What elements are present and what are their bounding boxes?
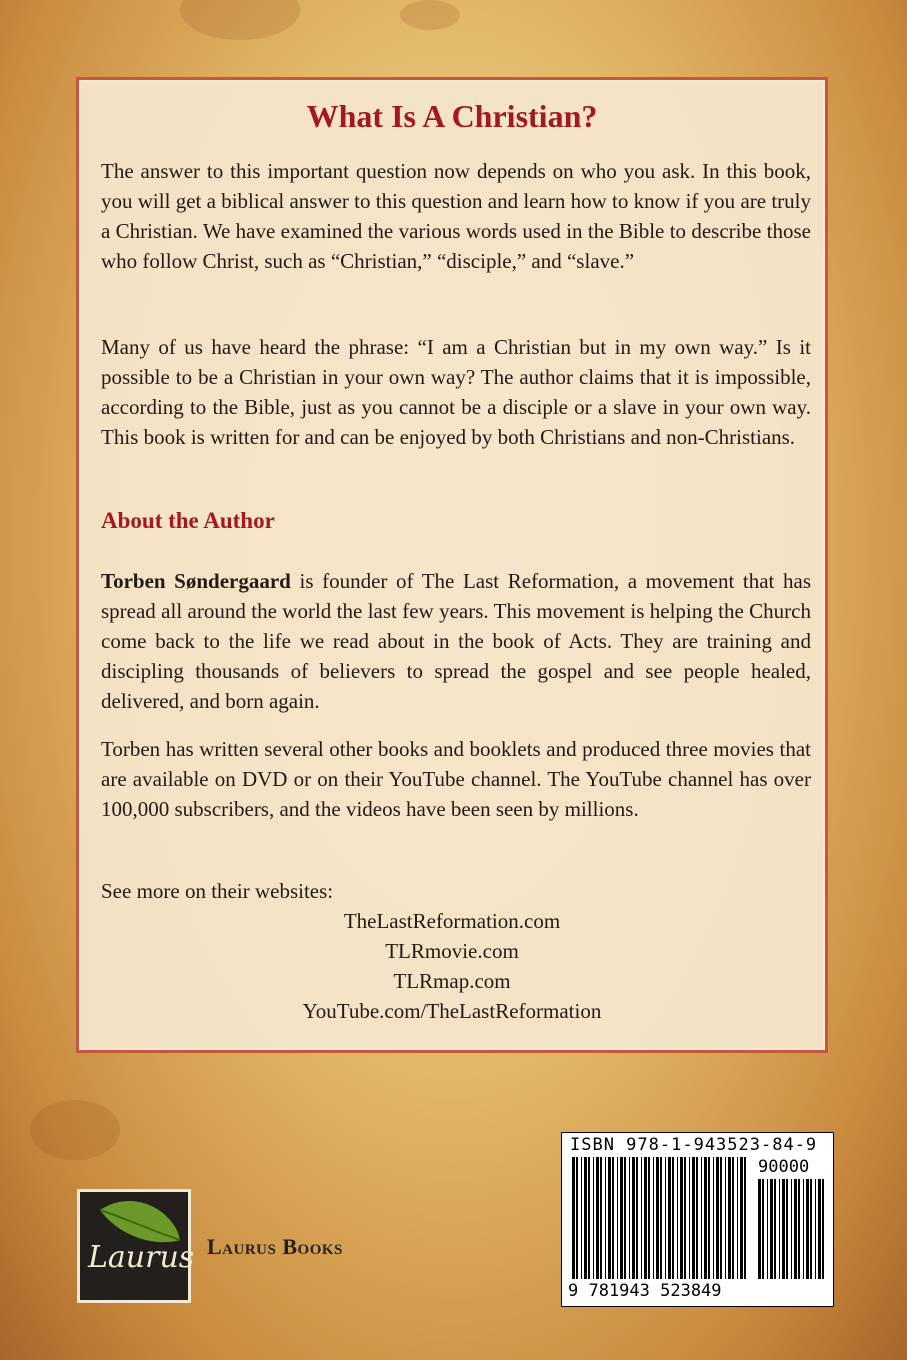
author-bio-text: is founder of The Last Reformation, a movement that has spread all around the world the last few years. This movement is helping the Church come back to the life we read about in the book of Acts. They are training and discipling thousands of believers to spread the gospel and see people healed, delivered, and born again. [101,569,811,713]
about-author-heading: About the Author [101,508,275,533]
description-paragraph: The answer to this important question now depends on who you ask. In this book, you will get a biblical answer to this question and learn how to know if you are truly a Christian. We have examined the various words used in the Bible to describe those who follow Christ, such as “Christian,” “disciple,” and “slave.” [101,159,811,273]
websites-intro: See more on their websites: [101,879,334,903]
author-works: Torben has written several other books and booklets and produced three movies that are available on DVD or on their YouTube channel. The YouTube channel has over 100,000 subscribers, and the videos have been seen by millions. [101,737,811,821]
publisher-name: Laurus Books [207,1234,343,1259]
description-paragraph: Many of us have heard the phrase: “I am a Christian but in my own way.” Is it possible to be a Christian in your own way? The author claims that it is impossible, according to the Bible, just as you cannot be a disciple or a slave in your own way. This book is written for and can be enjoyed by both Christians and non-Christians. [101,335,811,449]
logo-text: Laurus [88,1240,195,1275]
description-panel [76,77,828,1053]
website-link: TLRmap.com [393,969,511,993]
stain [400,0,460,30]
addon-bars-icon [758,1179,826,1279]
website-link: YouTube.com/TheLastReformation [302,999,602,1023]
publisher-logo [77,1189,195,1303]
author-bio [101,566,811,716]
stain [180,0,300,40]
author-name: Torben Søndergaard [101,569,291,593]
website-link: TheLastReformation.com [343,909,561,933]
isbn-number: ISBN 978-1-943523-84-9 [570,1135,818,1155]
isbn-barcode [561,1132,834,1307]
barcode-addon: 90000 [758,1157,810,1177]
website-link: TLRmovie.com [385,939,519,963]
websites-list [79,906,825,1026]
book-title: What Is A Christian? [306,98,598,134]
stain [30,1100,120,1160]
ean-number: 9 781943 523849 [568,1281,722,1301]
barcode-bars-icon [572,1157,752,1279]
